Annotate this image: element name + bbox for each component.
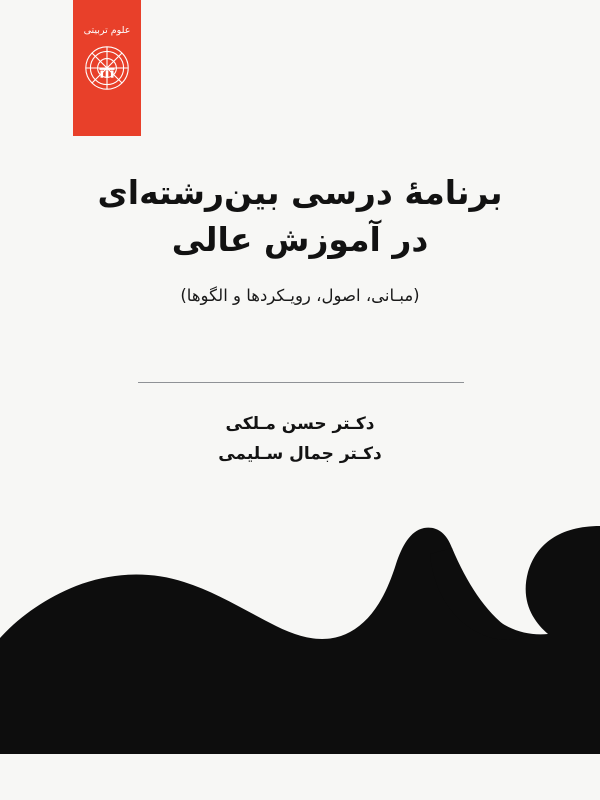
author-name-1: دکـتر حسن مـلکی [225,414,375,434]
author-name-2: دکـتر جمال سـلیمی [218,443,382,464]
title-line-2: در آموزش عالی [171,219,429,259]
calligraphic-swash-icon [0,526,600,756]
author-block [0,410,600,470]
title-line-1: برنامهٔ درسی بین‌رشته‌ای [97,173,503,212]
publisher-caption: علوم تربیتی [83,25,131,36]
subtitle: (مبـانی، اصول، رویـکردها و الگوها) [180,285,420,305]
divider [138,382,464,383]
bottom-margin-band [0,754,600,800]
samt-publisher-emblem-icon [84,45,130,91]
title-block [0,170,600,305]
publisher-badge [73,0,141,136]
